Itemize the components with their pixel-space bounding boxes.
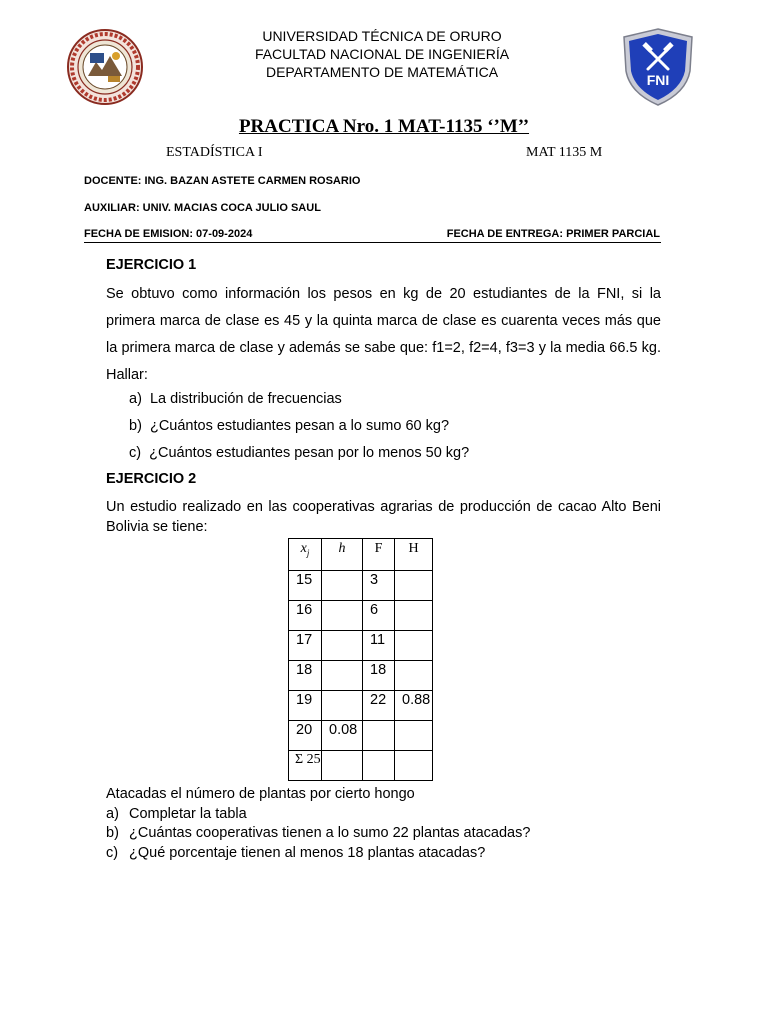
exercise-2-questions <box>106 785 530 863</box>
table-header-row <box>289 539 433 571</box>
exercise-1-text: Se obtuvo como información los pesos en kg de 20 estudiantes de la FNI, si la primera marca de clase es 45 y la quinta marca de clase es cuarenta veces más que la primera marca de clase y además se sabe que: f1=2, f2=4, f3=3 y la media 66.5 kg. Hallar: <box>106 286 661 383</box>
cell-x: 19 <box>289 691 322 721</box>
list-item: a) La distribución de frecuencias <box>129 391 342 407</box>
due-date: FECHA DE ENTREGA: PRIMER PARCIAL <box>446 228 660 240</box>
table-sum-row <box>289 751 433 781</box>
list-item: a) Completar la tabla <box>106 805 247 822</box>
sum-F-cell <box>363 751 395 781</box>
cell-H: 0.88 <box>395 691 433 721</box>
cell-x: 15 <box>289 571 322 601</box>
list-item: b) ¿Cuántos estudiantes pesan a lo sumo 60 kg? <box>129 418 450 434</box>
cell-h <box>322 571 363 601</box>
sum-H-cell <box>395 751 433 781</box>
cell-H <box>395 601 433 631</box>
university-seal-logo <box>66 28 144 106</box>
department-name: DEPARTAMENTO DE MATEMÁTICA <box>265 64 499 80</box>
issue-date: FECHA DE EMISION: 07-09-2024 <box>84 228 253 240</box>
course-code: MAT 1135 M <box>526 145 603 160</box>
exercise-2-title: EJERCICIO 2 <box>106 471 197 487</box>
header-divider <box>84 242 661 243</box>
sum-cell: Σ 25 <box>289 751 322 781</box>
table-row <box>289 721 433 751</box>
cell-x: 20 <box>289 721 322 751</box>
auxiliar-line: AUXILIAR: UNIV. MACIAS COCA JULIO SAUL <box>84 202 321 214</box>
university-name: UNIVERSIDAD TÉCNICA DE ORURO <box>262 28 502 44</box>
list-item: c) ¿Cuántos estudiantes pesan por lo menos 50 kg? <box>129 445 470 461</box>
frequency-table <box>288 538 433 781</box>
cell-h <box>322 691 363 721</box>
cell-H <box>395 721 433 751</box>
practice-title: PRACTICA Nro. 1 MAT-1135 ‘’M’’ <box>238 116 530 137</box>
cell-H <box>395 661 433 691</box>
table-row <box>289 571 433 601</box>
sum-h-cell <box>322 751 363 781</box>
cell-h <box>322 661 363 691</box>
cell-F: 22 <box>363 691 395 721</box>
exercise-2-text: Un estudio realizado en las cooperativas agrarias de producción de cacao Alto Beni Bolivia se tiene: <box>106 499 661 535</box>
cell-F <box>363 721 395 751</box>
docente-line: DOCENTE: ING. BAZAN ASTETE CARMEN ROSARIO <box>84 175 361 187</box>
header-x: $x_j$ <box>289 539 322 571</box>
cell-h: 0.08 <box>322 721 363 751</box>
cell-F: 18 <box>363 661 395 691</box>
cell-F: 3 <box>363 571 395 601</box>
faculty-name: FACULTAD NACIONAL DE INGENIERÍA <box>254 46 510 62</box>
institution-header <box>170 27 594 81</box>
fni-shield-logo <box>620 27 696 107</box>
cell-F: 11 <box>363 631 395 661</box>
header-h: h <box>322 539 363 571</box>
cell-h <box>322 631 363 661</box>
table-row <box>289 601 433 631</box>
exercise-2-after-text: Atacadas el número de plantas por cierto hongo <box>106 786 415 802</box>
cell-F: 6 <box>363 601 395 631</box>
header-F: F <box>363 539 395 571</box>
cell-x: 17 <box>289 631 322 661</box>
cell-H <box>395 571 433 601</box>
list-item: c) ¿Qué porcentaje tienen al menos 18 plantas atacadas? <box>106 844 486 861</box>
table-row <box>289 691 433 721</box>
fni-logo-text: FNI <box>646 72 670 88</box>
table-row <box>289 661 433 691</box>
exercise-1-title: EJERCICIO 1 <box>106 257 197 273</box>
list-item: b) ¿Cuántas cooperativas tienen a lo sumo 22 plantas atacadas? <box>106 825 531 841</box>
cell-h <box>322 601 363 631</box>
cell-x: 16 <box>289 601 322 631</box>
header-H: H <box>395 539 433 571</box>
subject-name: ESTADÍSTICA I <box>166 145 263 160</box>
cell-H <box>395 631 433 661</box>
table-row <box>289 631 433 661</box>
cell-x: 18 <box>289 661 322 691</box>
